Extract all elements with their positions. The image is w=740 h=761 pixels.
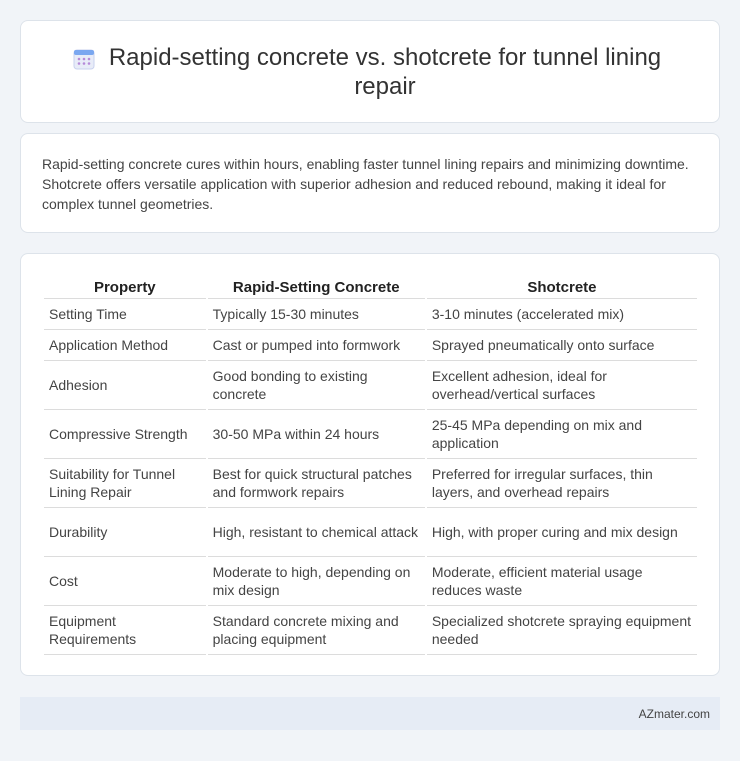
table-cell: Best for quick structural patches and formwork repairs bbox=[208, 459, 425, 508]
summary-card bbox=[20, 133, 720, 233]
table-cell: Application Method bbox=[44, 330, 206, 361]
summary-text: Rapid-setting concrete cures within hours, enabling faster tunnel lining repairs and minimizing downtime. Shotcrete offers versatile application with superior adhesion and reduced rebound, making it ideal for complex tunnel geometries. bbox=[42, 156, 689, 212]
table-cell: Setting Time bbox=[44, 299, 206, 330]
table-cell: Moderate to high, depending on mix design bbox=[208, 557, 425, 606]
table-cell: High, with proper curing and mix design bbox=[427, 508, 697, 557]
table-row bbox=[44, 299, 697, 330]
table-row bbox=[44, 557, 697, 606]
column-header-property: Property bbox=[44, 275, 206, 299]
column-header-shotcrete: Shotcrete bbox=[427, 275, 697, 299]
table-row bbox=[44, 330, 697, 361]
table-cell: Adhesion bbox=[44, 361, 206, 410]
table-cell: Excellent adhesion, ideal for overhead/vertical surfaces bbox=[427, 361, 697, 410]
table-cell: 25-45 MPa depending on mix and application bbox=[427, 410, 697, 459]
table-cell: Compressive Strength bbox=[44, 410, 206, 459]
table-cell: High, resistant to chemical attack bbox=[208, 508, 425, 557]
table-cell: Suitability for Tunnel Lining Repair bbox=[44, 459, 206, 508]
table-row bbox=[44, 410, 697, 459]
table-cell: 30-50 MPa within 24 hours bbox=[208, 410, 425, 459]
comparison-table-card bbox=[20, 253, 720, 676]
table-cell: Equipment Requirements bbox=[44, 606, 206, 655]
table-cell: 3-10 minutes (accelerated mix) bbox=[427, 299, 697, 330]
table-cell: Standard concrete mixing and placing equipment bbox=[208, 606, 425, 655]
table-row bbox=[44, 606, 697, 655]
comparison-table bbox=[42, 275, 699, 655]
column-header-rapid-setting-concrete: Rapid-Setting Concrete bbox=[208, 275, 425, 299]
table-cell: Typically 15-30 minutes bbox=[208, 299, 425, 330]
table-cell: Durability bbox=[44, 508, 206, 557]
table-row bbox=[44, 361, 697, 410]
table-cell: Preferred for irregular surfaces, thin layers, and overhead repairs bbox=[427, 459, 697, 508]
table-cell: Moderate, efficient material usage reduces waste bbox=[427, 557, 697, 606]
table-row bbox=[44, 459, 697, 508]
table-cell: Good bonding to existing concrete bbox=[208, 361, 425, 410]
table-header-row bbox=[44, 275, 697, 299]
table-row bbox=[44, 508, 697, 557]
title-card bbox=[20, 20, 720, 123]
table-cell: Sprayed pneumatically onto surface bbox=[427, 330, 697, 361]
footer bbox=[20, 697, 720, 730]
table-cell: Cast or pumped into formwork bbox=[208, 330, 425, 361]
footer-site-link[interactable]: AZmater.com bbox=[638, 706, 710, 721]
table-cell: Specialized shotcrete spraying equipment needed bbox=[427, 606, 697, 655]
page-title: Rapid-setting concrete vs. shotcrete for tunnel lining repair bbox=[108, 43, 662, 100]
table-cell: Cost bbox=[44, 557, 206, 606]
